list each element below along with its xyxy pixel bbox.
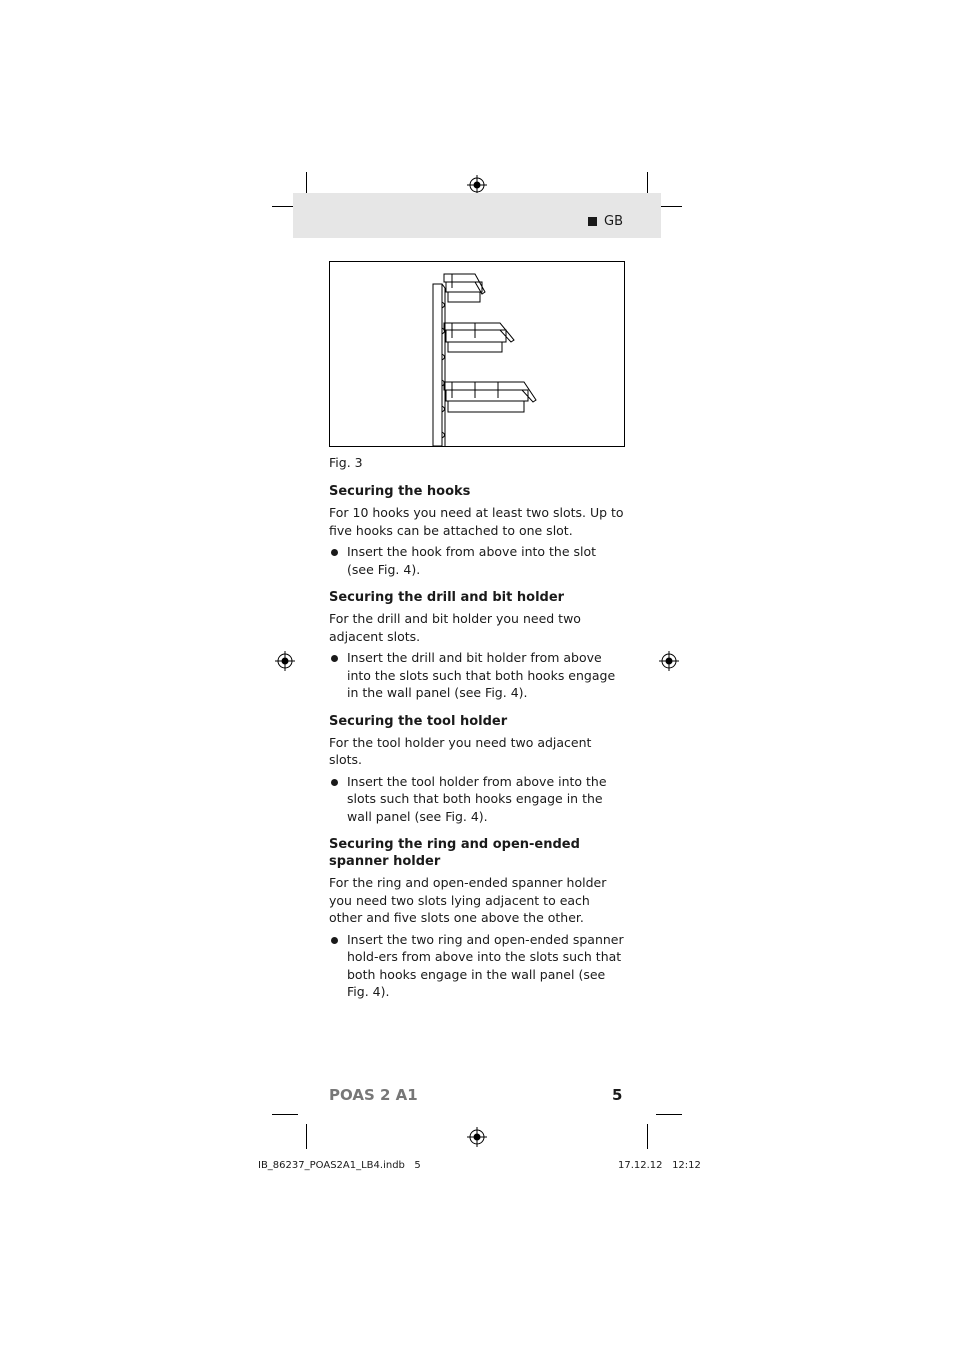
- language-indicator: [588, 214, 623, 229]
- list-item: [329, 773, 625, 826]
- list-item: [329, 543, 625, 578]
- figure-3: [329, 261, 625, 447]
- bullet-dot-icon: [331, 937, 338, 944]
- list-item-text: Insert the drill and bit holder from above into the slots such that both hooks engage in the wall panel (see Fig. 4).: [347, 650, 616, 700]
- crop-mark: [647, 1124, 648, 1149]
- header-band: [293, 193, 661, 238]
- list-item-text: Insert the tool holder from above into the slots such that both hooks engage in the wall panel (see Fig. 4).: [347, 773, 607, 824]
- list-item: [329, 931, 625, 1001]
- section-paragraph: For 10 hooks you need at least two slots. Up to five hooks can be attached to one slot.: [329, 505, 624, 538]
- footer-model-name: POAS 2 A1: [329, 1086, 418, 1104]
- crop-mark: [272, 1114, 298, 1115]
- bullet-list: [329, 543, 625, 578]
- bullet-dot-icon: [331, 549, 338, 556]
- section-securing-spanner-holder: [329, 836, 625, 1001]
- bullet-list: [329, 931, 625, 1001]
- square-bullet-icon: [588, 217, 597, 226]
- section-heading: Securing the drill and bit holder: [329, 590, 565, 605]
- bullet-dot-icon: [331, 655, 338, 662]
- section-securing-drill-bit-holder: [329, 589, 625, 702]
- section-heading: Securing the tool holder: [329, 713, 508, 729]
- section-paragraph: For the ring and open-ended spanner holder you need two slots lying adjacent to each other and five slots one above the other.: [329, 875, 607, 925]
- list-item: [329, 649, 625, 702]
- section-securing-hooks: [329, 483, 625, 578]
- section-securing-tool-holder: [329, 713, 625, 826]
- figure-caption: Fig. 3: [329, 455, 363, 470]
- wall-panel-illustration: [330, 262, 624, 446]
- registration-mark-icon: [275, 651, 295, 671]
- print-slug-datetime: 17.12.12 12:12: [618, 1160, 701, 1171]
- bullet-list: [329, 649, 625, 702]
- section-heading: Securing the ring and open-ended spanner holder: [329, 837, 580, 869]
- crop-mark: [656, 1114, 682, 1115]
- instructions-content: [329, 483, 625, 1012]
- registration-mark-icon: [659, 651, 679, 671]
- section-heading: Securing the hooks: [329, 484, 471, 499]
- bullet-dot-icon: [331, 779, 338, 786]
- section-paragraph: For the tool holder you need two adjacent slots.: [329, 734, 592, 767]
- language-label: GB: [604, 214, 623, 229]
- print-slug-file: IB_86237_POAS2A1_LB4.indb 5: [258, 1160, 421, 1171]
- page-number: 5: [612, 1086, 623, 1104]
- bullet-list: [329, 773, 625, 826]
- list-item-text: Insert the hook from above into the slot (see Fig. 4).: [347, 544, 597, 577]
- crop-mark: [306, 1124, 307, 1149]
- registration-mark-icon: [467, 1127, 487, 1147]
- section-paragraph: For the drill and bit holder you need two adjacent slots.: [329, 611, 581, 644]
- registration-mark-icon: [467, 175, 487, 195]
- list-item-text: Insert the two ring and open-ended spanner hold-ers from above into the slots such that both hooks engage in the wall panel (see Fig. 4).: [347, 931, 624, 999]
